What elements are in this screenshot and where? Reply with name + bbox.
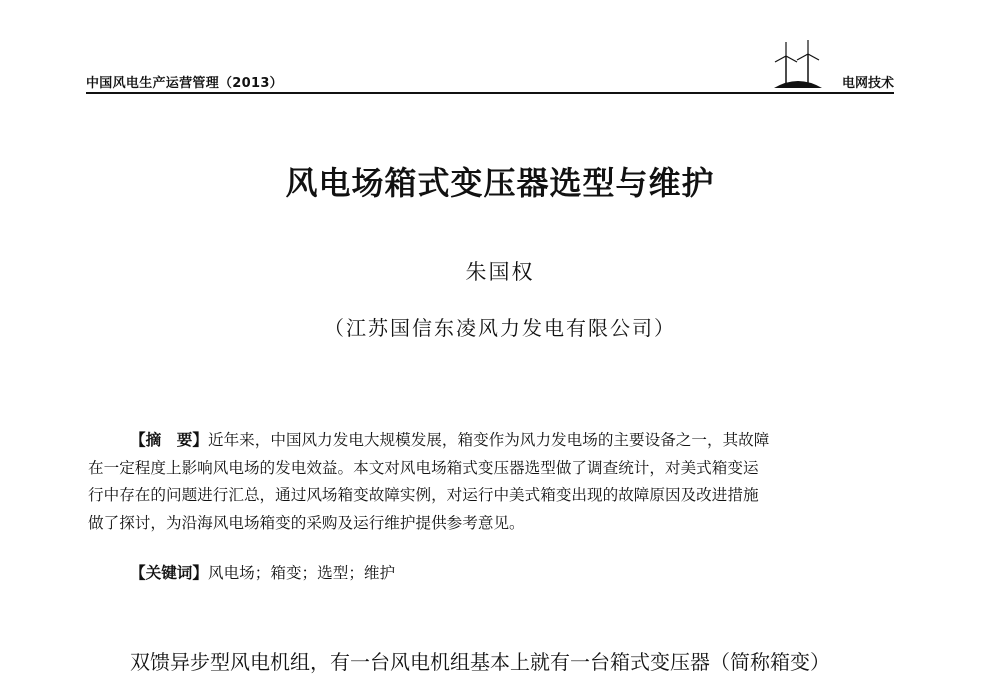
body-text-line: 双馈异步型风电机组，有一台风电机组基本上就有一台箱式变压器（简称箱变） [130,650,830,674]
abstract-line: 做了探讨，为沿海风电场箱变的采购及运行维护提供参考意见。 [88,513,525,532]
abstract-line: 【摘 要】近年来，中国风力发电大规模发展，箱变作为风力发电场的主要设备之一，其故障 [130,431,770,449]
wind-turbine-logo-icon [772,40,824,90]
running-header [86,62,894,94]
keywords-text: 风电场；箱变；选型；维护 [207,564,396,582]
header-rule [86,92,894,94]
section-name: 电网技术 [841,76,894,91]
abstract-label: 【摘 要】 [130,431,208,449]
keywords [130,560,890,587]
journal-name: 中国风电生产运营管理（2013） [86,76,283,91]
author-affiliation: （江苏国信东凌风力发电有限公司） [324,316,676,340]
abstract-line: 行中存在的问题进行汇总，通过风场箱变故障实例，对运行中美式箱变出现的故障原因及改进措施 [88,486,759,504]
abstract-line: 在一定程度上影响风电场的发电效益。本文对风电场箱式变压器选型做了调查统计，对美式箱变运 [88,458,759,477]
article-title: 风电场箱式变压器选型与维护 [285,164,715,202]
article-author: 朱国权 [465,260,535,284]
abstract [88,427,894,537]
keywords-label: 【关键词】 [130,564,208,582]
